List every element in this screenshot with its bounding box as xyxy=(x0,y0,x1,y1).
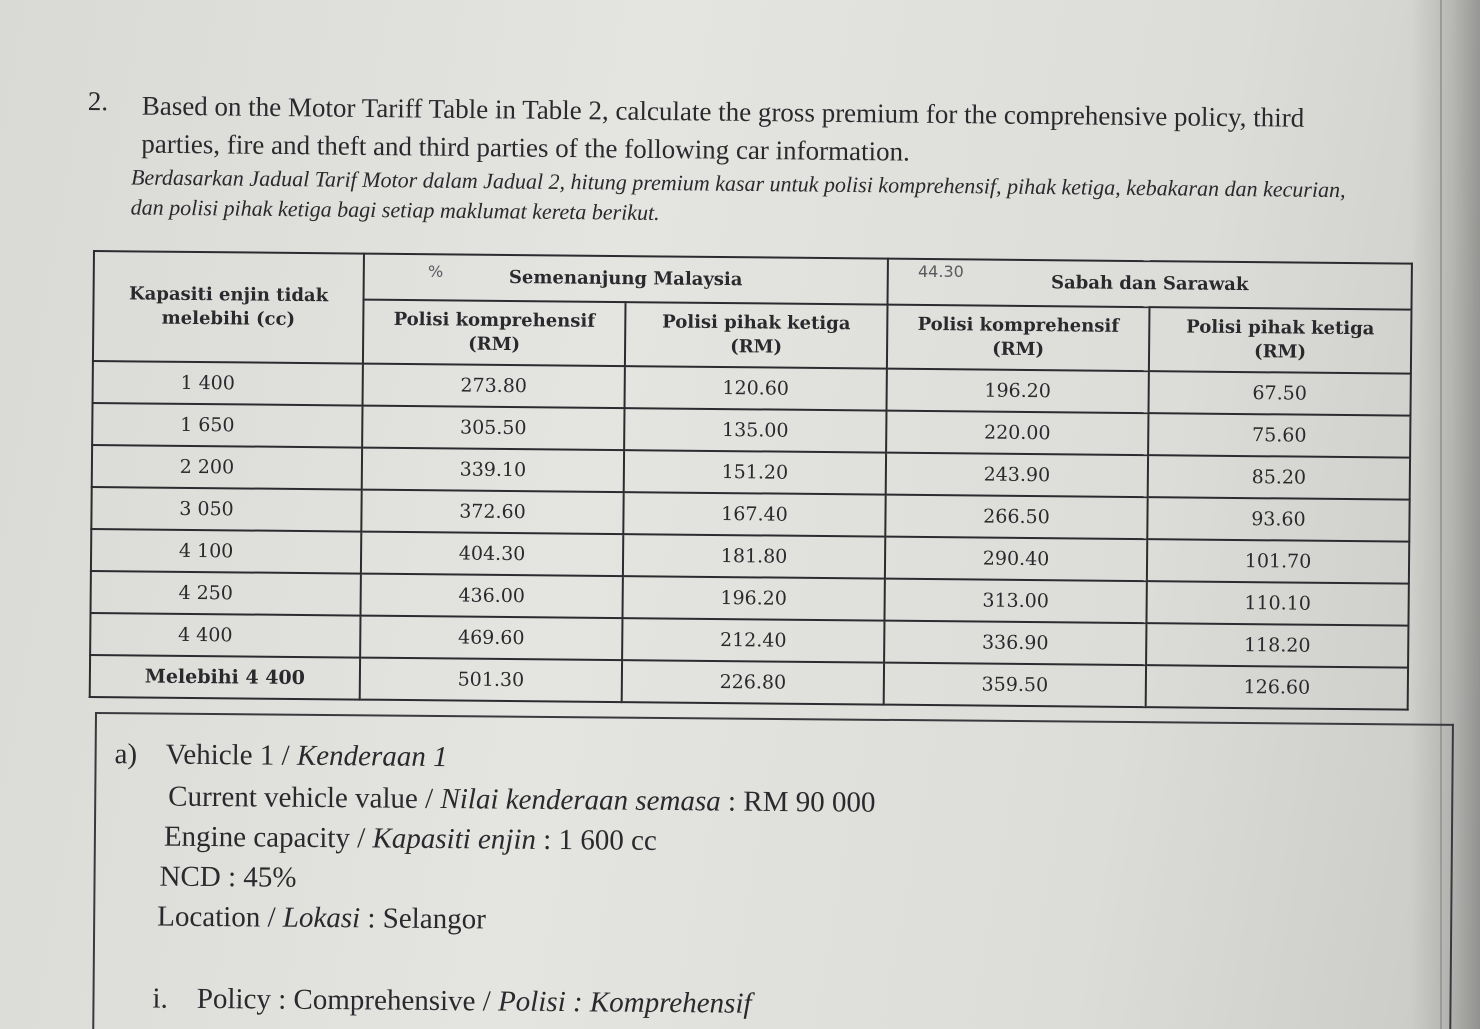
cell-ss-comprehensive: 243.90 xyxy=(886,453,1148,498)
motor-tariff-table xyxy=(89,250,1413,711)
vehicle-location-label-en: Location / xyxy=(157,900,276,934)
header-ss-comprehensive xyxy=(887,305,1150,372)
cell-ss-comprehensive: 290.40 xyxy=(885,537,1147,582)
handwritten-rate-mark: 44.30 xyxy=(918,262,964,281)
cell-pm-comprehensive: 469.60 xyxy=(360,616,622,661)
header-ss-comprehensive-unit: (RM) xyxy=(992,338,1045,361)
cell-pm-third-party: 181.80 xyxy=(623,534,885,579)
cell-pm-third-party: 226.80 xyxy=(622,660,884,705)
vehicle-title-ms: Kenderaan 1 xyxy=(296,739,448,774)
question-number: 2. xyxy=(87,86,109,117)
cell-capacity: 4 250 xyxy=(91,571,361,616)
vehicle-ncd: NCD : 45% xyxy=(159,860,297,894)
vehicle-engine-label-en: Engine capacity / xyxy=(163,820,366,855)
header-pm-third-party-label: Polisi pihak ketiga xyxy=(662,311,851,335)
cell-pm-comprehensive: 436.00 xyxy=(361,574,623,619)
policy-line xyxy=(152,983,751,1021)
cell-pm-third-party: 120.60 xyxy=(625,366,887,411)
header-ss-third-party-label: Polisi pihak ketiga xyxy=(1186,316,1375,340)
cell-ss-third-party: 101.70 xyxy=(1147,539,1409,584)
cell-ss-comprehensive: 220.00 xyxy=(886,411,1148,456)
cell-capacity: 1 650 xyxy=(92,403,362,448)
header-ss-comprehensive-label: Polisi komprehensif xyxy=(917,313,1120,337)
question-text-english: Based on the Motor Tariff Table in Table 2, calculate the gross premium for the comprehensive policy, third parties, fire and theft and third parties of the following car information. xyxy=(141,90,1305,167)
cell-pm-third-party: 196.20 xyxy=(622,576,884,621)
cell-capacity: 4 400 xyxy=(90,613,360,658)
cell-capacity: 2 200 xyxy=(92,445,362,490)
vehicle-title-en: Vehicle 1 / xyxy=(165,738,290,772)
cell-pm-third-party: 135.00 xyxy=(624,408,886,453)
question-block xyxy=(87,86,1378,236)
cell-ss-comprehensive: 359.50 xyxy=(884,663,1146,708)
cell-capacity: 4 100 xyxy=(91,529,361,574)
header-sabah-sarawak: Sabah dan Sarawak xyxy=(888,259,1412,310)
cell-pm-third-party: 151.20 xyxy=(624,450,886,495)
vehicle-location: : Selangor xyxy=(367,902,486,936)
cell-ss-third-party: 85.20 xyxy=(1148,455,1410,500)
cell-pm-comprehensive: 404.30 xyxy=(361,532,623,577)
cell-pm-third-party: 167.40 xyxy=(623,492,885,537)
vehicle-value: : RM 90 000 xyxy=(727,785,876,819)
question-text-malay: Berdasarkan Jadual Tarif Motor dalam Jadual 2, hitung premium kasar untuk polisi komprehensif, pihak ketiga, kebakaran dan kecurian, dan polisi pihak ketiga bagi setiap maklumat kereta berikut. xyxy=(130,164,1346,225)
header-engine-capacity: Kapasiti enjin tidak melebihi (cc) xyxy=(93,251,364,364)
vehicle-value-line xyxy=(168,781,875,820)
cell-ss-third-party: 126.60 xyxy=(1146,665,1408,710)
header-ss-third-party xyxy=(1149,307,1412,374)
vehicle-engine-line xyxy=(164,821,657,858)
policy-label-en: Policy : Comprehensive / xyxy=(196,982,491,1018)
cell-pm-comprehensive: 339.10 xyxy=(362,448,624,493)
cell-ss-comprehensive: 336.90 xyxy=(884,621,1146,666)
header-pm-comprehensive-label: Polisi komprehensif xyxy=(393,308,596,332)
vehicle-engine: : 1 600 cc xyxy=(543,823,657,857)
cell-ss-third-party: 67.50 xyxy=(1148,371,1410,416)
header-peninsular-malaysia: Semenanjung Malaysia xyxy=(364,254,888,305)
cell-ss-third-party: 75.60 xyxy=(1148,413,1410,458)
cell-capacity: Melebihi 4 400 xyxy=(90,655,360,700)
cell-ss-comprehensive: 196.20 xyxy=(886,369,1148,414)
handwritten-percent-mark: % xyxy=(428,262,444,281)
cell-ss-third-party: 110.10 xyxy=(1146,581,1408,626)
policy-number: i. xyxy=(152,982,168,1015)
vehicle-value-label-ms: Nilai kenderaan semasa xyxy=(440,783,721,818)
cell-pm-comprehensive: 273.80 xyxy=(363,364,625,409)
vehicle-value-label-en: Current vehicle value / xyxy=(168,780,434,815)
vehicle-label: a) xyxy=(114,738,138,771)
header-ss-third-party-unit: (RM) xyxy=(1254,341,1307,363)
header-pm-third-party-unit: (RM) xyxy=(730,336,783,358)
policy-label-ms: Polisi : Komprehensif xyxy=(497,985,752,1020)
cell-ss-comprehensive: 266.50 xyxy=(885,495,1147,540)
vehicle-location-label-ms: Lokasi xyxy=(282,901,361,935)
vehicle-info-box xyxy=(92,712,1454,1029)
header-pm-third-party xyxy=(625,302,888,369)
cell-capacity: 3 050 xyxy=(91,487,361,532)
cell-ss-comprehensive: 313.00 xyxy=(884,579,1146,624)
vehicle-location-line xyxy=(157,901,486,937)
vehicle-title xyxy=(114,738,447,774)
cell-ss-third-party: 118.20 xyxy=(1146,623,1408,668)
header-pm-comprehensive-unit: (RM) xyxy=(468,333,521,356)
cell-pm-comprehensive: 501.30 xyxy=(360,658,622,703)
cell-pm-comprehensive: 372.60 xyxy=(361,490,623,535)
cell-pm-third-party: 212.40 xyxy=(622,618,884,663)
header-pm-comprehensive xyxy=(363,300,626,367)
vehicle-engine-label-ms: Kapasiti enjin xyxy=(372,822,537,856)
cell-capacity: 1 400 xyxy=(93,361,363,406)
cell-pm-comprehensive: 305.50 xyxy=(362,406,624,451)
cell-ss-third-party: 93.60 xyxy=(1147,497,1409,542)
